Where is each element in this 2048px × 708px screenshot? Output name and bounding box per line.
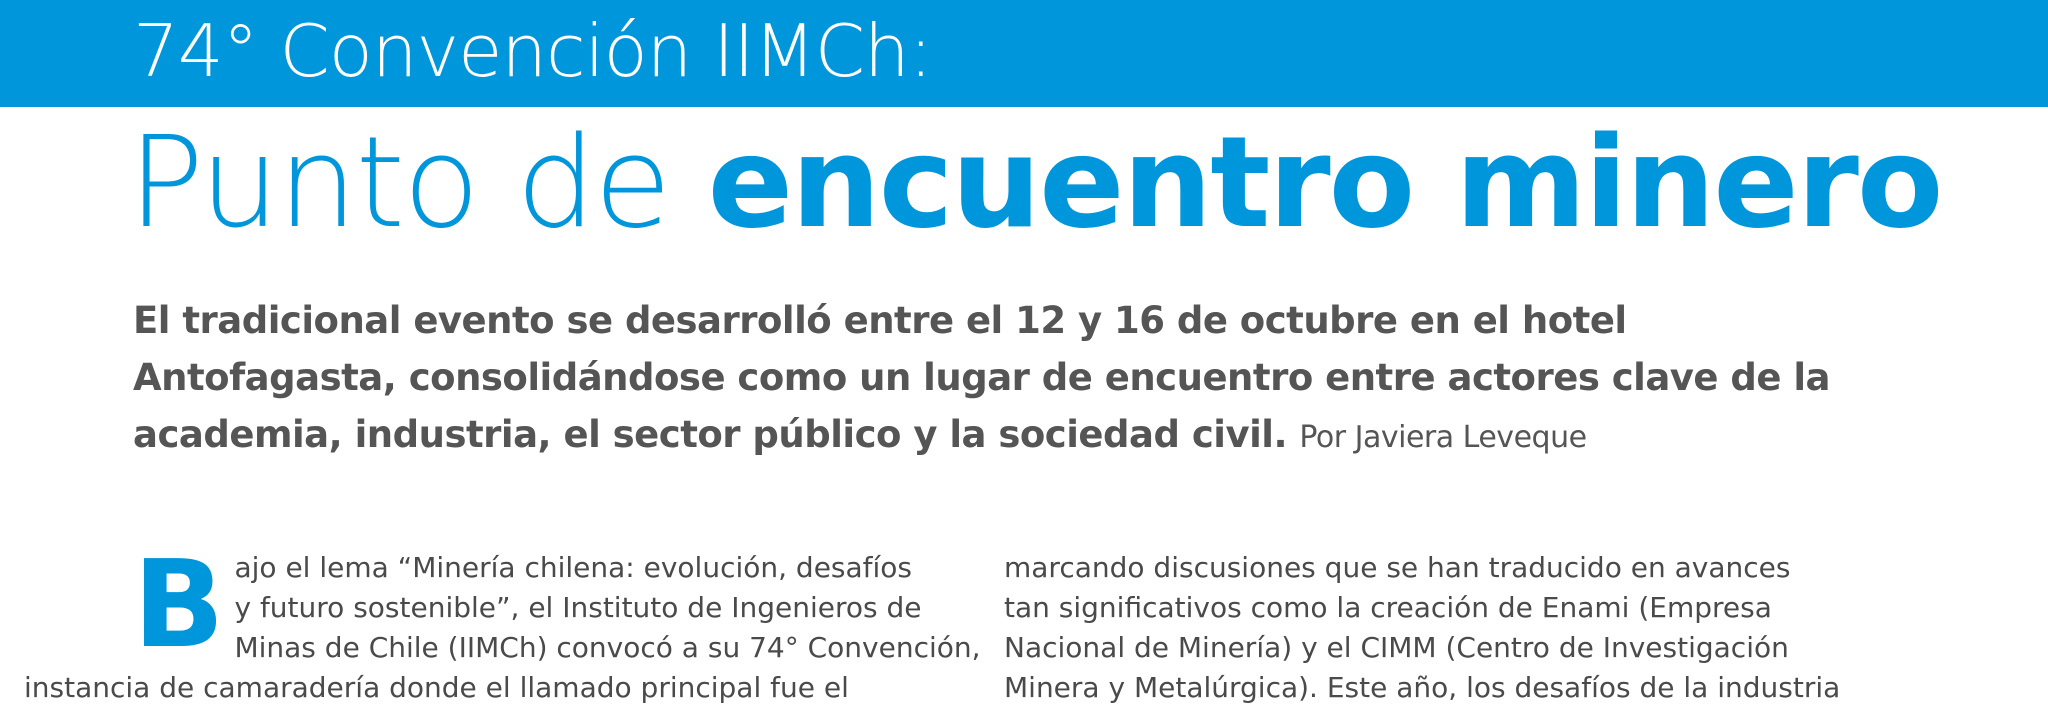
- body-line: marcando discusiones que se han traducido en avances: [1004, 551, 1791, 584]
- lede-paragraph: [133, 292, 1833, 466]
- body-line: y futuro sostenible”, el Instituto de Ingenieros de: [234, 591, 922, 624]
- header-bar: [0, 0, 2048, 107]
- kicker-title: 74° Convención IIMCh:: [133, 9, 932, 93]
- headline-light: Punto de: [128, 109, 708, 256]
- byline: Por Javiera Leveque: [1299, 420, 1587, 455]
- body-line: Minera y Metalúrgica). Este año, los desafíos de la industria: [1004, 671, 1841, 704]
- body-line: tan significativos como la creación de Enami (Empresa: [1004, 591, 1772, 624]
- body-line: Nacional de Minería) y el CIMM (Centro de Investigación: [1004, 631, 1789, 664]
- body-line: instancia de camaradería donde el llamado principal fue el: [24, 671, 849, 704]
- lede-text: El tradicional evento se desarrolló entre el 12 y 16 de octubre en el hotel Antofagasta, consolidándose como un lugar de encuentro entre actores clave de la academia, industria, el sector público y la sociedad civil.: [133, 299, 1831, 456]
- headline-bold: encuentro minero: [707, 109, 1942, 256]
- body-column-left: [24, 536, 981, 708]
- body-line: Minas de Chile (IIMCh) convocó a su 74° Convención,: [234, 631, 981, 664]
- drop-cap: B: [133, 536, 225, 675]
- body-line: ajo el lema “Minería chilena: evolución, desafíos: [234, 551, 913, 584]
- headline: [128, 108, 1941, 258]
- body-column-right: [1004, 548, 1841, 708]
